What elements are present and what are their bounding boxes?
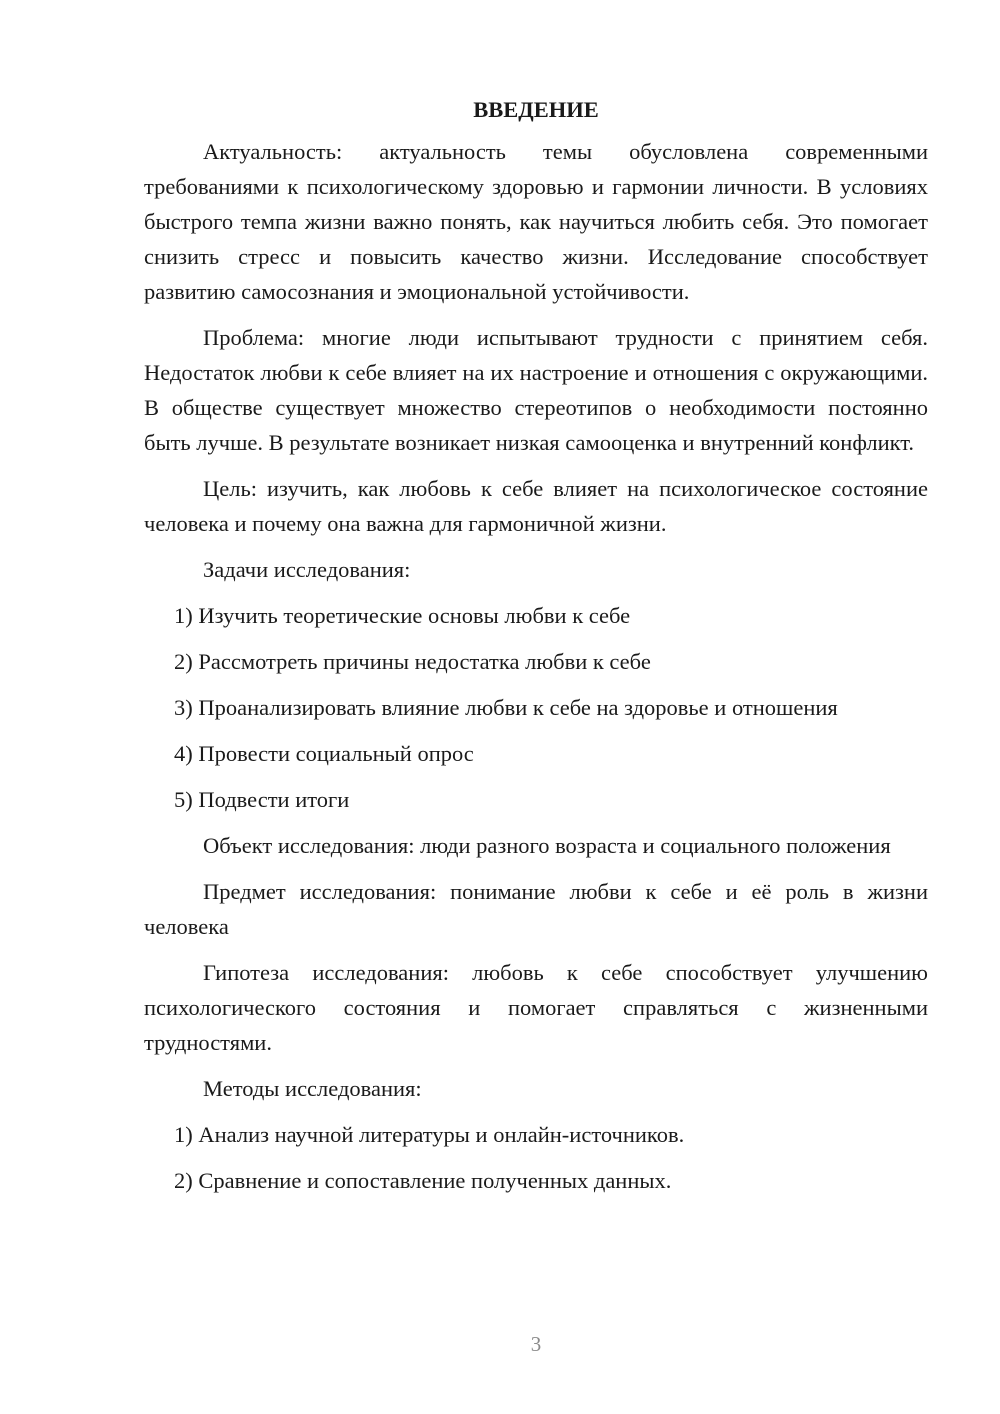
page-number: 3 (530, 1332, 542, 1356)
goal-paragraph: Цель: изучить, как любовь к себе влияет на психологическое состояние человека и почему она важна для гармоничной жизни. (144, 476, 928, 536)
task-item: 4) Провести социальный опрос (174, 741, 474, 766)
problem-paragraph: Проблема: многие люди испытывают трудности с принятием себя. Недостаток любви к себе влияет на их настроение и отношения с окружающими. В обществе существует множество стереотипов о необходимости постоянно быть лучше. В результате возникает низкая самооценка и внутренний конфликт. (144, 325, 928, 455)
methods-list (144, 1117, 928, 1198)
tasks-heading: Задачи исследования: (203, 557, 411, 582)
subject-paragraph: Предмет исследования: понимание любви к себе и её роль в жизни человека (144, 879, 928, 939)
methods-heading: Методы исследования: (203, 1076, 422, 1101)
object-paragraph: Объект исследования: люди разного возраста и социального положения (203, 833, 891, 858)
task-item: 5) Подвести итоги (174, 787, 350, 812)
method-item: 2) Сравнение и сопоставление полученных данных. (174, 1168, 672, 1193)
tasks-list (144, 598, 928, 817)
section-title: ВВЕДЕНИЕ (473, 97, 599, 122)
hypothesis-paragraph: Гипотеза исследования: любовь к себе способствует улучшению психологического состояния и помогает справляться с жизненными трудностями. (144, 960, 928, 1055)
document-page (144, 92, 928, 1209)
relevance-paragraph: Актуальность: актуальность темы обусловлена современными требованиями к психологическому здоровью и гармонии личности. В условиях быстрого темпа жизни важно понять, как научиться любить себя. Это помогает снизить стресс и повысить качество жизни. Исследование способствует развитию самосознания и эмоциональной устойчивости. (144, 139, 928, 304)
method-item: 1) Анализ научной литературы и онлайн-источников. (174, 1122, 685, 1147)
task-item: 1) Изучить теоретические основы любви к себе (174, 603, 631, 628)
task-item: 3) Проанализировать влияние любви к себе на здоровье и отношения (174, 695, 838, 720)
task-item: 2) Рассмотреть причины недостатка любви к себе (174, 649, 651, 674)
